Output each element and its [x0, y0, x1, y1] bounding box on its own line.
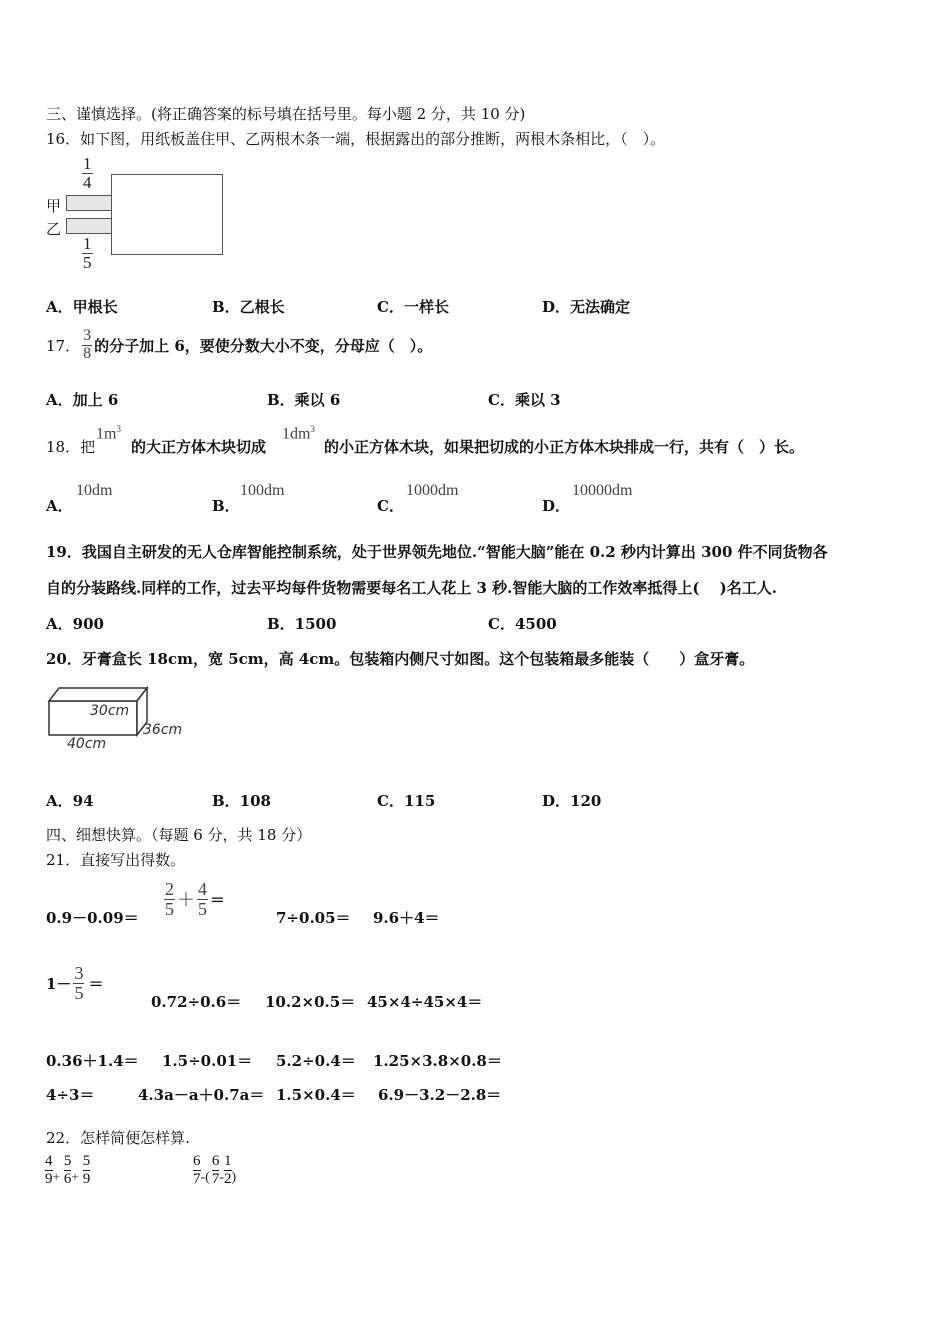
- q21-text: 21．直接写出得数。: [46, 851, 186, 869]
- q16-option-a[interactable]: A．甲根长: [46, 298, 118, 316]
- calc-4-2: 4.3a－a＋0.7a＝: [138, 1086, 265, 1104]
- box-depth-label: 36cm: [143, 722, 183, 738]
- calc-2-1-frac: $\frac{3}{5}$: [74, 963, 84, 1003]
- q17-number: 17．: [46, 336, 81, 355]
- q20-box-figure: [46, 683, 196, 755]
- q19-option-b[interactable]: B．1500: [267, 615, 337, 633]
- q16-option-d[interactable]: D．无法确定: [542, 298, 631, 316]
- calc-3-1: 0.36＋1.4＝: [46, 1052, 139, 1070]
- calc-1-2-frac-b: $\frac{4}{5}$: [198, 879, 207, 919]
- q18-option-c[interactable]: C． 1000dm: [377, 482, 459, 515]
- q22-expr-2: 6 7 -( 6 7 - 1 2 ): [193, 1153, 237, 1187]
- section3-title: 三、谨慎选择。(将正确答案的标号填在括号里。每小题 2 分，共 10 分): [46, 105, 526, 123]
- q22-text: 22．怎样简便怎样算.: [46, 1129, 190, 1147]
- box-height-label: 30cm: [90, 703, 130, 719]
- section4-title: 四、细想快算。（每题 6 分，共 18 分）: [46, 826, 312, 844]
- box-length-label: 40cm: [67, 736, 107, 752]
- calc-1-4: 9.6＋4＝: [373, 909, 440, 927]
- q17-fraction: $\frac{3}{8}$: [83, 327, 92, 362]
- cardboard: [111, 174, 223, 255]
- q17-option-b[interactable]: B．乘以 6: [267, 391, 341, 409]
- q17-option-a[interactable]: A．加上 6: [46, 391, 119, 409]
- q17-option-c[interactable]: C．乘以 3: [488, 391, 561, 409]
- q18-unit-2: $1dm^3$: [282, 424, 315, 443]
- q19-option-c[interactable]: C．4500: [488, 615, 557, 633]
- q18-suffix: 的小正方体木块，如果把切成的小正方体木块排成一行，共有（ ）长。: [324, 438, 805, 456]
- q16-text: 16．如下图，用纸板盖住甲、乙两根木条一端，根据露出的部分推断，两根木条相比，（ ）。: [46, 130, 666, 148]
- calc-2-2: 0.72÷0.6＝: [151, 993, 242, 1011]
- q16-top-fraction: $\frac{1}{4}$: [83, 154, 92, 192]
- q18-unit-1: $1m^3$: [96, 424, 121, 443]
- calc-3-2: 1.5÷0.01＝: [162, 1052, 253, 1070]
- q18-option-d[interactable]: D． 10000dm: [542, 482, 633, 515]
- stick-jia: [66, 195, 114, 211]
- calc-4-3: 1.5×0.4＝: [276, 1086, 356, 1104]
- q20-option-d[interactable]: D．120: [542, 792, 602, 810]
- q20-option-c[interactable]: C．115: [377, 792, 436, 810]
- q19-line-2: 自的分装路线.同样的工作，过去平均每件货物需要每名工人花上 3 秒.智能大脑的工作效率抵得上( )名工人.: [46, 579, 777, 597]
- q18-prefix: 18．把: [46, 438, 96, 456]
- calc-4-4: 6.9－3.2－2.8＝: [378, 1086, 502, 1104]
- calc-1-2-frac-a: $\frac{2}{5}$: [165, 879, 174, 919]
- q16-label-yi: 乙: [46, 220, 62, 238]
- calc-2-3: 10.2×0.5＝: [265, 993, 356, 1011]
- q16-figure: [44, 155, 234, 275]
- calc-3-3: 5.2÷0.4＝: [276, 1052, 356, 1070]
- q20-option-b[interactable]: B．108: [212, 792, 271, 810]
- calc-1-1: 0.9－0.09＝: [46, 909, 139, 927]
- q17-line: [46, 328, 432, 363]
- q20-text: 20．牙膏盒长 18cm，宽 5cm，高 4cm。包装箱内侧尺寸如图。这个包装箱最多能装（ ）盒牙膏。: [46, 650, 755, 668]
- calc-2-1: 1－ $\frac{3}{5}$ ＝: [46, 963, 104, 1003]
- q19-line-1: 19．我国自主研发的无人仓库智能控制系统，处于世界领先地位.“智能大脑”能在 0.2 秒内计算出 300 件不同货物各: [46, 543, 828, 561]
- q18-option-b[interactable]: B． 100dm: [212, 482, 285, 515]
- q17-text: 的分子加上 6，要使分数大小不变，分母应（ ）。: [94, 336, 433, 355]
- q19-option-a[interactable]: A．900: [46, 615, 104, 633]
- q22-expr-1: 4 9 + $\frac{5}{6}$ + $\frac{5}{9}$: [45, 1153, 91, 1187]
- q16-label-jia: 甲: [46, 197, 62, 215]
- q20-option-a[interactable]: A．94: [46, 792, 94, 810]
- q18-mid: 的大正方体木块切成: [131, 438, 267, 456]
- calc-2-4: 45×4÷45×4＝: [367, 993, 483, 1011]
- calc-1-3: 7÷0.05＝: [276, 909, 351, 927]
- calc-4-1: 4÷3＝: [46, 1086, 95, 1104]
- calc-3-4: 1.25×3.8×0.8＝: [373, 1052, 502, 1070]
- q18-option-a[interactable]: A． 10dm: [46, 482, 113, 515]
- q16-option-b[interactable]: B．乙根长: [212, 298, 285, 316]
- calc-1-2: $\frac{2}{5}$ ＋ $\frac{4}{5}$ ＝: [165, 879, 226, 919]
- q16-option-c[interactable]: C．一样长: [377, 298, 449, 316]
- stick-yi: [66, 218, 114, 234]
- q16-bottom-fraction: $\frac{1}{5}$: [83, 234, 92, 272]
